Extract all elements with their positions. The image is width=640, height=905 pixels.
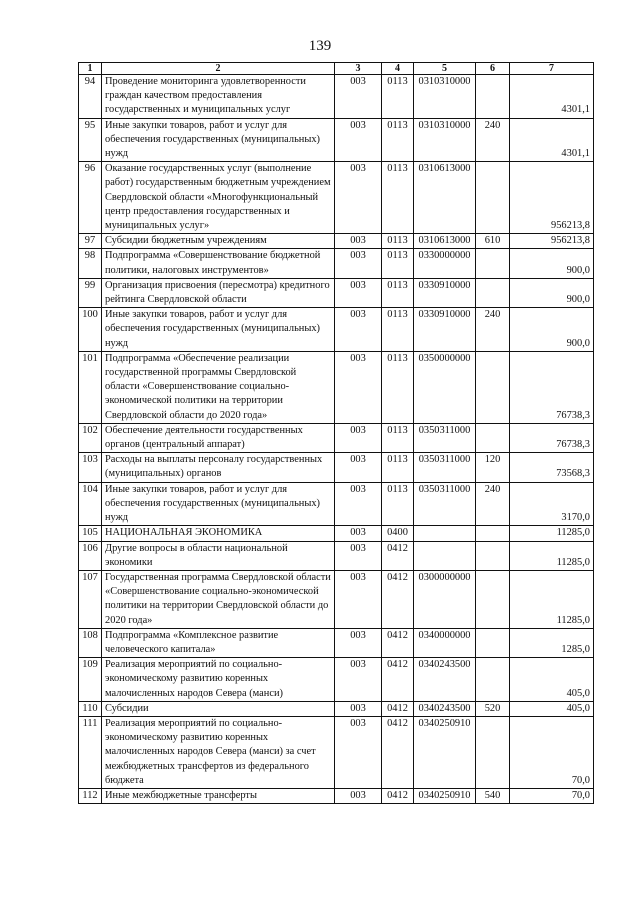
cell-code-3: 003 [335, 162, 382, 234]
row-name: Подпрограмма «Совершенствование бюджетной политики, налоговых инструментов» [102, 249, 335, 278]
cell-code-4: 0113 [382, 162, 414, 234]
column-header: 6 [476, 63, 510, 75]
cell-amount: 4301,1 [510, 75, 594, 119]
cell-amount: 76738,3 [510, 351, 594, 423]
row-number: 95 [79, 118, 102, 162]
table-row [79, 541, 594, 570]
cell-code-4: 0113 [382, 351, 414, 423]
row-number: 94 [79, 75, 102, 119]
cell-code-5: 0310310000 [414, 118, 476, 162]
budget-table [78, 62, 594, 804]
cell-code-5 [414, 526, 476, 541]
row-name: Субсидии [102, 701, 335, 716]
row-number: 103 [79, 453, 102, 482]
cell-code-4: 0412 [382, 788, 414, 803]
row-number: 109 [79, 658, 102, 702]
row-number: 101 [79, 351, 102, 423]
cell-code-5: 0310613000 [414, 162, 476, 234]
cell-code-6 [476, 351, 510, 423]
row-number: 110 [79, 701, 102, 716]
row-name: Иные закупки товаров, работ и услуг для обеспечения государственных (муниципальных) нужд [102, 482, 335, 526]
cell-code-6: 240 [476, 308, 510, 352]
cell-amount: 900,0 [510, 308, 594, 352]
cell-code-5: 0340250910 [414, 716, 476, 788]
table-row [79, 570, 594, 628]
row-number: 104 [79, 482, 102, 526]
row-number: 108 [79, 628, 102, 657]
cell-code-3: 003 [335, 75, 382, 119]
column-header: 1 [79, 63, 102, 75]
column-header: 3 [335, 63, 382, 75]
cell-code-4: 0113 [382, 234, 414, 249]
table-row [79, 701, 594, 716]
row-name: Иные закупки товаров, работ и услуг для обеспечения государственных (муниципальных) нужд [102, 118, 335, 162]
cell-amount: 70,0 [510, 788, 594, 803]
cell-code-3: 003 [335, 570, 382, 628]
row-name: Обеспечение деятельности государственных органов (центральный аппарат) [102, 423, 335, 452]
table-row [79, 453, 594, 482]
row-name: Реализация мероприятий по социально-экономическому развитию коренных малочисленных народов Севера (манси) [102, 658, 335, 702]
column-header: 7 [510, 63, 594, 75]
cell-code-6 [476, 249, 510, 278]
cell-code-5: 0300000000 [414, 570, 476, 628]
cell-code-6 [476, 526, 510, 541]
table-row [79, 308, 594, 352]
cell-code-3: 003 [335, 701, 382, 716]
cell-code-5: 0310613000 [414, 234, 476, 249]
cell-amount: 3170,0 [510, 482, 594, 526]
row-name: Проведение мониторинга удовлетворенности граждан качеством предоставления государственных и муниципальных услуг [102, 75, 335, 119]
cell-code-5: 0330910000 [414, 278, 476, 307]
cell-code-3: 003 [335, 234, 382, 249]
row-name: Оказание государственных услуг (выполнение работ) государственным бюджетным учреждением Свердловской области «Многофункциональный центр предоставления государственных и муниципальных услуг» [102, 162, 335, 234]
table-row [79, 658, 594, 702]
cell-code-4: 0412 [382, 658, 414, 702]
cell-code-5: 0350311000 [414, 453, 476, 482]
cell-code-6 [476, 541, 510, 570]
row-name: Другие вопросы в области национальной экономики [102, 541, 335, 570]
page-number: 139 [308, 38, 332, 54]
cell-code-3: 003 [335, 788, 382, 803]
row-name: Субсидии бюджетным учреждениям [102, 234, 335, 249]
cell-amount: 70,0 [510, 716, 594, 788]
row-number: 107 [79, 570, 102, 628]
row-name: Государственная программа Свердловской области «Совершенствование социально-экономической политики на территории Свердловской области до 2020 года» [102, 570, 335, 628]
cell-code-3: 003 [335, 628, 382, 657]
cell-code-3: 003 [335, 716, 382, 788]
cell-amount: 900,0 [510, 249, 594, 278]
table-row [79, 716, 594, 788]
cell-code-5: 0340250910 [414, 788, 476, 803]
cell-code-4: 0400 [382, 526, 414, 541]
cell-code-3: 003 [335, 526, 382, 541]
cell-code-5: 0340243500 [414, 701, 476, 716]
cell-code-6 [476, 570, 510, 628]
table-row [79, 249, 594, 278]
cell-code-3: 003 [335, 308, 382, 352]
cell-code-6: 520 [476, 701, 510, 716]
table-row [79, 423, 594, 452]
cell-code-3: 003 [335, 541, 382, 570]
cell-code-3: 003 [335, 118, 382, 162]
cell-amount: 956213,8 [510, 162, 594, 234]
cell-code-5: 0330910000 [414, 308, 476, 352]
cell-code-6 [476, 278, 510, 307]
cell-amount: 11285,0 [510, 526, 594, 541]
cell-amount: 956213,8 [510, 234, 594, 249]
cell-code-6: 610 [476, 234, 510, 249]
row-number: 99 [79, 278, 102, 307]
row-number: 112 [79, 788, 102, 803]
table-row [79, 162, 594, 234]
cell-code-5 [414, 541, 476, 570]
cell-amount: 11285,0 [510, 570, 594, 628]
row-number: 98 [79, 249, 102, 278]
row-number: 106 [79, 541, 102, 570]
cell-code-3: 003 [335, 423, 382, 452]
cell-code-5: 0310310000 [414, 75, 476, 119]
cell-code-4: 0412 [382, 701, 414, 716]
cell-amount: 1285,0 [510, 628, 594, 657]
table-row [79, 526, 594, 541]
row-name: Подпрограмма «Комплексное развитие человеческого капитала» [102, 628, 335, 657]
column-header: 4 [382, 63, 414, 75]
cell-code-4: 0113 [382, 482, 414, 526]
table-row [79, 788, 594, 803]
row-name: Подпрограмма «Обеспечение реализации государственной программы Свердловской области «Совершенствование социально-экономической политики на территории Свердловской области до 2020 года» [102, 351, 335, 423]
cell-code-4: 0113 [382, 278, 414, 307]
cell-code-4: 0412 [382, 716, 414, 788]
cell-amount: 11285,0 [510, 541, 594, 570]
table-row [79, 628, 594, 657]
cell-code-5: 0350311000 [414, 423, 476, 452]
cell-code-5: 0350311000 [414, 482, 476, 526]
cell-code-4: 0412 [382, 628, 414, 657]
cell-code-4: 0113 [382, 249, 414, 278]
cell-amount: 73568,3 [510, 453, 594, 482]
cell-amount: 405,0 [510, 701, 594, 716]
header-row [79, 63, 594, 75]
cell-code-3: 003 [335, 482, 382, 526]
cell-code-6 [476, 658, 510, 702]
cell-code-4: 0412 [382, 570, 414, 628]
row-number: 105 [79, 526, 102, 541]
cell-code-4: 0113 [382, 118, 414, 162]
cell-code-3: 003 [335, 658, 382, 702]
table-row [79, 75, 594, 119]
cell-amount: 405,0 [510, 658, 594, 702]
cell-code-6: 120 [476, 453, 510, 482]
cell-code-6: 240 [476, 482, 510, 526]
row-name: Расходы на выплаты персоналу государственных (муниципальных) органов [102, 453, 335, 482]
column-header: 2 [102, 63, 335, 75]
cell-code-3: 003 [335, 453, 382, 482]
row-number: 96 [79, 162, 102, 234]
cell-code-6: 240 [476, 118, 510, 162]
row-name: Реализация мероприятий по социально-экономическому развитию коренных малочисленных народов Севера (манси) за счет межбюджетных трансфертов из федерального бюджета [102, 716, 335, 788]
cell-code-6 [476, 628, 510, 657]
cell-code-5: 0340000000 [414, 628, 476, 657]
table-row [79, 118, 594, 162]
row-number: 97 [79, 234, 102, 249]
cell-code-5: 0330000000 [414, 249, 476, 278]
table-row [79, 278, 594, 307]
cell-amount: 4301,1 [510, 118, 594, 162]
row-name: Организация присвоения (пересмотра) кредитного рейтинга Свердловской области [102, 278, 335, 307]
cell-code-4: 0113 [382, 453, 414, 482]
cell-code-4: 0113 [382, 308, 414, 352]
cell-code-6 [476, 423, 510, 452]
cell-code-6 [476, 716, 510, 788]
table-body [79, 75, 594, 804]
table-row [79, 351, 594, 423]
row-number: 111 [79, 716, 102, 788]
table-row [79, 234, 594, 249]
row-number: 100 [79, 308, 102, 352]
cell-code-6 [476, 75, 510, 119]
cell-code-3: 003 [335, 351, 382, 423]
cell-code-4: 0113 [382, 423, 414, 452]
row-name: Иные межбюджетные трансферты [102, 788, 335, 803]
table-row [79, 482, 594, 526]
cell-code-5: 0350000000 [414, 351, 476, 423]
cell-code-6: 540 [476, 788, 510, 803]
cell-code-4: 0113 [382, 75, 414, 119]
cell-amount: 76738,3 [510, 423, 594, 452]
cell-amount: 900,0 [510, 278, 594, 307]
column-header: 5 [414, 63, 476, 75]
cell-code-6 [476, 162, 510, 234]
row-number: 102 [79, 423, 102, 452]
cell-code-3: 003 [335, 278, 382, 307]
cell-code-4: 0412 [382, 541, 414, 570]
row-name: НАЦИОНАЛЬНАЯ ЭКОНОМИКА [102, 526, 335, 541]
row-name: Иные закупки товаров, работ и услуг для обеспечения государственных (муниципальных) нужд [102, 308, 335, 352]
cell-code-5: 0340243500 [414, 658, 476, 702]
cell-code-3: 003 [335, 249, 382, 278]
